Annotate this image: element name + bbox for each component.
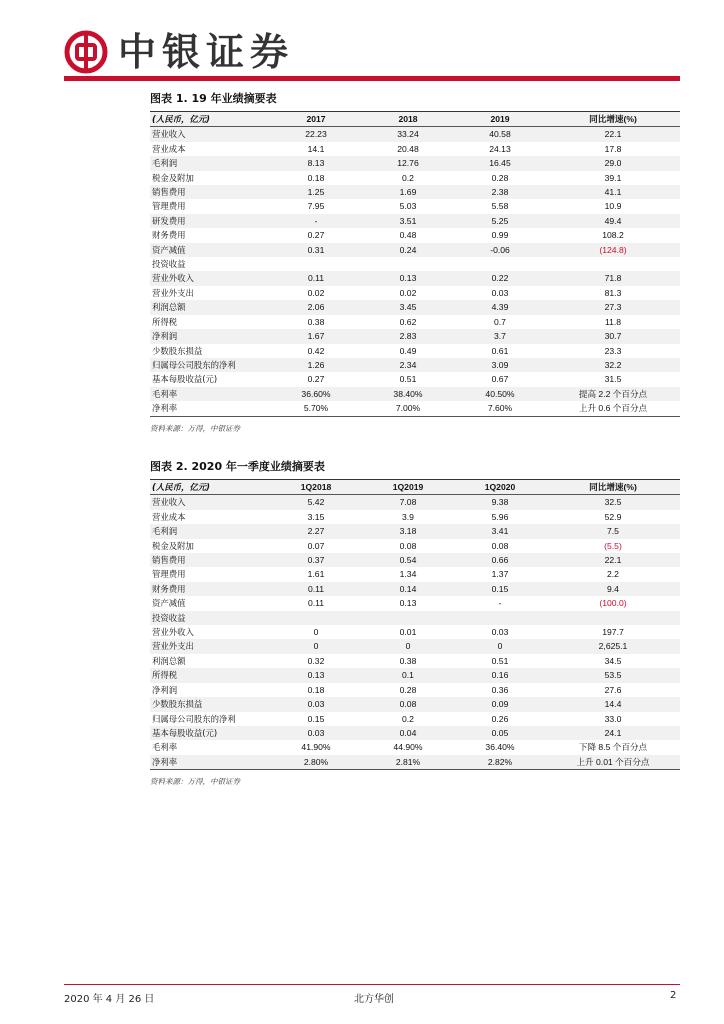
table-cell: 0.01 — [399, 627, 417, 638]
table-cell: 40.50% — [454, 387, 546, 401]
table-row — [150, 625, 680, 639]
table-cell: 0.61 — [491, 345, 509, 356]
table-cell — [270, 257, 362, 271]
table-row — [150, 315, 680, 329]
table-cell: 0.02 — [307, 287, 325, 298]
table-row — [150, 582, 680, 596]
table-cell: 0.36 — [491, 684, 509, 695]
row-label: 营业外支出 — [150, 639, 270, 653]
table-cell: 34.5 — [604, 655, 622, 666]
table-cell: 3.09 — [454, 358, 546, 372]
table-row — [150, 300, 680, 314]
table2-source: 资料来源：万得，中银证券 — [150, 777, 240, 787]
table-cell: 下降 8.5 个百分点 — [578, 742, 648, 753]
table-cell: 7.95 — [307, 201, 325, 212]
row-label: 所得税 — [152, 316, 178, 327]
table-cell: 16.45 — [454, 156, 546, 170]
table-cell: 2.80% — [270, 755, 362, 770]
table-cell: 30.7 — [546, 329, 680, 343]
table-cell: 2.38 — [454, 185, 546, 199]
row-label: 净利润 — [152, 684, 178, 695]
table-cell: 29.0 — [546, 156, 680, 170]
table-row — [150, 567, 680, 581]
table-header-row — [150, 112, 680, 127]
table-cell: 提高 2.2 个百分点 — [546, 387, 680, 401]
table-cell: 9.38 — [454, 495, 546, 510]
row-label: 少数股东损益 — [152, 345, 203, 356]
table-cell: 0.66 — [454, 553, 546, 567]
table-row — [150, 156, 680, 170]
row-label: 基本每股收益(元) — [150, 726, 270, 740]
table-cell: 0.08 — [399, 540, 417, 551]
table-cell: 27.6 — [604, 684, 622, 695]
table-row — [150, 142, 680, 156]
table-cell: 41.1 — [546, 185, 680, 199]
table-cell: 0.1 — [362, 668, 454, 682]
page-number: 2 — [670, 990, 677, 1001]
table-row — [150, 510, 680, 524]
column-header: 2019 — [454, 112, 546, 127]
row-label: 营业外收入 — [150, 271, 270, 285]
row-label: 销售费用 — [150, 553, 270, 567]
row-label: 税金及附加 — [152, 172, 194, 183]
table2-section — [150, 458, 680, 787]
table-cell: 0.28 — [491, 172, 509, 183]
table-cell: 81.3 — [604, 287, 622, 298]
table-cell: 0.18 — [307, 684, 325, 695]
row-label: 营业成本 — [152, 511, 186, 522]
table-cell: 5.42 — [270, 495, 362, 510]
table-header-row — [150, 480, 680, 495]
row-label: 管理费用 — [152, 569, 186, 580]
table-row — [150, 553, 680, 567]
table-cell: 71.8 — [546, 271, 680, 285]
row-label: 归属母公司股东的净利 — [150, 358, 270, 372]
table-cell: 5.58 — [491, 201, 509, 212]
table-cell: 22.1 — [546, 553, 680, 567]
table-cell: 0.03 — [491, 627, 509, 638]
row-label: 销售费用 — [150, 185, 270, 199]
column-header: 1Q2019 — [362, 480, 454, 495]
table-cell: 1.34 — [399, 569, 417, 580]
table-cell: 24.13 — [489, 143, 511, 154]
table-cell: 3.41 — [454, 524, 546, 538]
table-cell: - — [270, 214, 362, 228]
table-cell: 3.45 — [362, 300, 454, 314]
table-cell: 5.03 — [399, 201, 417, 212]
table-cell — [270, 611, 362, 625]
table-row — [150, 596, 680, 610]
column-header: 2018 — [362, 112, 454, 127]
table-cell: 0.18 — [307, 172, 325, 183]
row-label: 营业成本 — [152, 143, 186, 154]
table-row — [150, 199, 680, 213]
row-label: 营业收入 — [150, 495, 270, 510]
table-cell: 3.18 — [362, 524, 454, 538]
table-cell: 0.02 — [399, 287, 417, 298]
column-header: (人民币，亿元) — [150, 112, 270, 127]
row-label: 毛利率 — [150, 387, 270, 401]
table-cell: 7.08 — [362, 495, 454, 510]
table-cell: - — [498, 598, 502, 609]
table2-title: 图表 2. 2020 年一季度业绩摘要表 — [150, 460, 325, 473]
footer-rule — [64, 984, 680, 985]
table-cell: 1.67 — [270, 329, 362, 343]
table-cell: 17.8 — [604, 143, 622, 154]
row-label: 资产减值 — [152, 598, 186, 609]
table-cell: 0.49 — [399, 345, 417, 356]
table-cell: 0.08 — [362, 697, 454, 711]
table-cell: 0.03 — [270, 697, 362, 711]
row-label: 财务费用 — [152, 230, 186, 241]
table-cell: 3.7 — [454, 329, 546, 343]
table-cell: 上升 0.01 个百分点 — [546, 755, 680, 770]
table-cell: 14.1 — [307, 143, 325, 154]
table-cell: 12.76 — [362, 156, 454, 170]
table2 — [150, 480, 680, 770]
table-cell: 0.04 — [362, 726, 454, 740]
table-cell: 0.54 — [362, 553, 454, 567]
table-cell: 0.32 — [307, 655, 325, 666]
table-cell: 10.9 — [604, 201, 622, 212]
table-cell: 1.25 — [270, 185, 362, 199]
row-label: 归属母公司股东的净利 — [152, 713, 236, 724]
table-cell: 0.07 — [307, 540, 325, 551]
table-row — [150, 171, 680, 185]
table-cell: 0.14 — [362, 582, 454, 596]
table-cell: 0.05 — [454, 726, 546, 740]
table-cell: 0.15 — [454, 582, 546, 596]
table-cell — [454, 257, 546, 271]
row-label: 净利率 — [150, 755, 270, 770]
table-cell: 0.99 — [491, 230, 509, 241]
table-cell: 5.70% — [270, 401, 362, 416]
table-cell: 4.39 — [454, 300, 546, 314]
table-cell: 0.67 — [491, 374, 509, 385]
table-row — [150, 271, 680, 285]
table-cell: 38.40% — [362, 387, 454, 401]
table-row — [150, 712, 680, 726]
table-cell: 0.38 — [399, 655, 417, 666]
table-cell: 0.13 — [362, 271, 454, 285]
table-row — [150, 127, 680, 142]
table1-title: 图表 1. 19 年业绩摘要表 — [150, 92, 277, 105]
table-cell: 0.11 — [307, 598, 325, 609]
table-cell: 0.22 — [454, 271, 546, 285]
table-cell: 33.24 — [362, 127, 454, 142]
table-row — [150, 697, 680, 711]
table-cell: 24.1 — [546, 726, 680, 740]
table-cell: 3.15 — [307, 511, 325, 522]
table-cell: 108.2 — [602, 230, 624, 241]
table-cell: 0.16 — [454, 668, 546, 682]
table-cell: 8.13 — [270, 156, 362, 170]
row-label: 投资收益 — [150, 611, 270, 625]
row-label: 净利润 — [150, 329, 270, 343]
column-header: 1Q2018 — [270, 480, 362, 495]
table-row — [150, 639, 680, 653]
table-cell: 0 — [454, 639, 546, 653]
table-cell: 1.37 — [491, 569, 509, 580]
row-label: 资产减值 — [150, 243, 270, 257]
table-row — [150, 611, 680, 625]
table-cell: 7.00% — [362, 401, 454, 416]
table-row — [150, 401, 680, 416]
table-cell: 0.27 — [307, 374, 325, 385]
row-label: 净利率 — [150, 401, 270, 416]
table-row — [150, 372, 680, 386]
table-cell: 上升 0.6 个百分点 — [546, 401, 680, 416]
table-cell — [546, 611, 680, 625]
bank-of-china-logo-icon — [64, 30, 108, 74]
header-rule — [64, 76, 680, 81]
table-cell: 0.51 — [491, 655, 509, 666]
table-cell: 9.4 — [546, 582, 680, 596]
table-cell: 0.31 — [270, 243, 362, 257]
table-cell: 0.24 — [362, 243, 454, 257]
table-cell: 39.1 — [604, 172, 622, 183]
column-header: 1Q2020 — [454, 480, 546, 495]
table-row — [150, 654, 680, 668]
table-cell — [362, 611, 454, 625]
row-label: 利润总额 — [150, 300, 270, 314]
table-row — [150, 755, 680, 770]
brand-name: 中银证券 — [118, 30, 295, 74]
table-cell: 49.4 — [546, 214, 680, 228]
table-cell: 2.2 — [607, 569, 619, 580]
table-cell — [546, 257, 680, 271]
row-label: 利润总额 — [152, 655, 186, 666]
table-cell: 33.0 — [604, 713, 622, 724]
table-cell: 0.13 — [399, 598, 417, 609]
table-cell: 7.60% — [454, 401, 546, 416]
row-label: 毛利润 — [150, 156, 270, 170]
table1-section — [150, 90, 680, 434]
column-header: 同比增速(%) — [546, 480, 680, 495]
row-label: 毛利率 — [152, 742, 178, 753]
row-label: 营业外收入 — [152, 627, 194, 638]
table-cell: 0.11 — [270, 271, 362, 285]
table-cell: 5.25 — [454, 214, 546, 228]
table-cell: 32.5 — [546, 495, 680, 510]
table-cell: 2.06 — [270, 300, 362, 314]
table-row — [150, 495, 680, 510]
table-row — [150, 243, 680, 257]
row-label: 研发费用 — [150, 214, 270, 228]
table-cell: 1.69 — [362, 185, 454, 199]
table-cell: -0.06 — [454, 243, 546, 257]
table-cell: (124.8) — [546, 243, 680, 257]
table-cell: 0.42 — [307, 345, 325, 356]
table-cell: 22.23 — [270, 127, 362, 142]
table-cell: 20.48 — [397, 143, 419, 154]
table-cell — [454, 611, 546, 625]
table-cell: 0.38 — [307, 316, 325, 327]
table-cell: 36.60% — [270, 387, 362, 401]
table-cell: 0.03 — [270, 726, 362, 740]
table-row — [150, 726, 680, 740]
table-cell: 0.62 — [399, 316, 417, 327]
table-cell: (5.5) — [604, 540, 622, 551]
table-cell: 40.58 — [454, 127, 546, 142]
table-cell: (100.0) — [599, 598, 627, 609]
table-cell: 1.61 — [307, 569, 325, 580]
table1-source: 资料来源：万得，中银证券 — [150, 423, 240, 433]
table-cell: 3.51 — [362, 214, 454, 228]
table-row — [150, 683, 680, 697]
table-cell: 0.08 — [491, 540, 509, 551]
row-label: 毛利润 — [150, 524, 270, 538]
row-label: 税金及附加 — [152, 540, 194, 551]
table-row — [150, 214, 680, 228]
table-cell: 0.48 — [399, 230, 417, 241]
table-row — [150, 539, 680, 553]
table-cell: 0.26 — [491, 713, 509, 724]
table-cell: 0 — [362, 639, 454, 653]
table-cell: 14.4 — [546, 697, 680, 711]
table-cell: 32.2 — [546, 358, 680, 372]
table-cell: 2.34 — [362, 358, 454, 372]
table-cell: 0.11 — [270, 582, 362, 596]
table-cell: 197.7 — [602, 627, 624, 638]
row-label: 基本每股收益(元) — [152, 374, 218, 385]
table-cell: 3.9 — [402, 511, 414, 522]
table-cell: 0.2 — [402, 172, 414, 183]
table-cell: 2.81% — [362, 755, 454, 770]
column-header: 2017 — [270, 112, 362, 127]
table-cell: 36.40% — [485, 742, 515, 753]
table-row — [150, 524, 680, 538]
row-label: 营业收入 — [150, 127, 270, 142]
table-row — [150, 286, 680, 300]
table-cell: 0.28 — [399, 684, 417, 695]
row-label: 少数股东损益 — [150, 697, 270, 711]
table-cell: 0.15 — [307, 713, 325, 724]
table-cell: 2.83 — [362, 329, 454, 343]
row-label: 投资收益 — [152, 259, 186, 270]
table-row — [150, 387, 680, 401]
table-cell: 52.9 — [604, 511, 622, 522]
table-cell: 23.3 — [604, 345, 622, 356]
table-cell: 27.3 — [546, 300, 680, 314]
table-cell: 0.37 — [270, 553, 362, 567]
table-cell: 31.5 — [604, 374, 622, 385]
table-row — [150, 668, 680, 682]
table-cell: 0.7 — [494, 316, 506, 327]
table-row — [150, 358, 680, 372]
table-cell: 0.51 — [399, 374, 417, 385]
table-cell: 0.27 — [307, 230, 325, 241]
table-cell: 1.26 — [270, 358, 362, 372]
table1 — [150, 112, 680, 417]
table-row — [150, 228, 680, 242]
table-cell: 44.90% — [393, 742, 423, 753]
table-cell: 0 — [313, 627, 319, 638]
table-cell: 2,625.1 — [546, 639, 680, 653]
row-label: 所得税 — [150, 668, 270, 682]
table-row — [150, 740, 680, 754]
table-cell: 0.13 — [270, 668, 362, 682]
table-cell: 5.96 — [491, 511, 509, 522]
column-header: 同比增速(%) — [546, 112, 680, 127]
row-label: 营业外支出 — [152, 287, 194, 298]
table-row — [150, 344, 680, 358]
column-header: (人民币，亿元) — [150, 480, 270, 495]
row-label: 财务费用 — [150, 582, 270, 596]
table-cell: 41.90% — [301, 742, 331, 753]
table-cell: 0.2 — [402, 713, 414, 724]
table-cell: 2.27 — [270, 524, 362, 538]
table-row — [150, 329, 680, 343]
table-cell — [362, 257, 454, 271]
table-cell: 0 — [270, 639, 362, 653]
table-row — [150, 257, 680, 271]
table-row — [150, 185, 680, 199]
table-cell: 11.8 — [604, 316, 622, 327]
footer-company: 北方华创 — [354, 994, 394, 1005]
table-cell: 0.03 — [491, 287, 509, 298]
table-cell: 0.09 — [454, 697, 546, 711]
report-header — [64, 22, 684, 82]
table-cell: 22.1 — [546, 127, 680, 142]
row-label: 管理费用 — [152, 201, 186, 212]
table-cell: 53.5 — [546, 668, 680, 682]
table-cell: 7.5 — [546, 524, 680, 538]
footer-date: 2020 年 4 月 26 日 — [64, 994, 155, 1005]
table-cell: 2.82% — [454, 755, 546, 770]
